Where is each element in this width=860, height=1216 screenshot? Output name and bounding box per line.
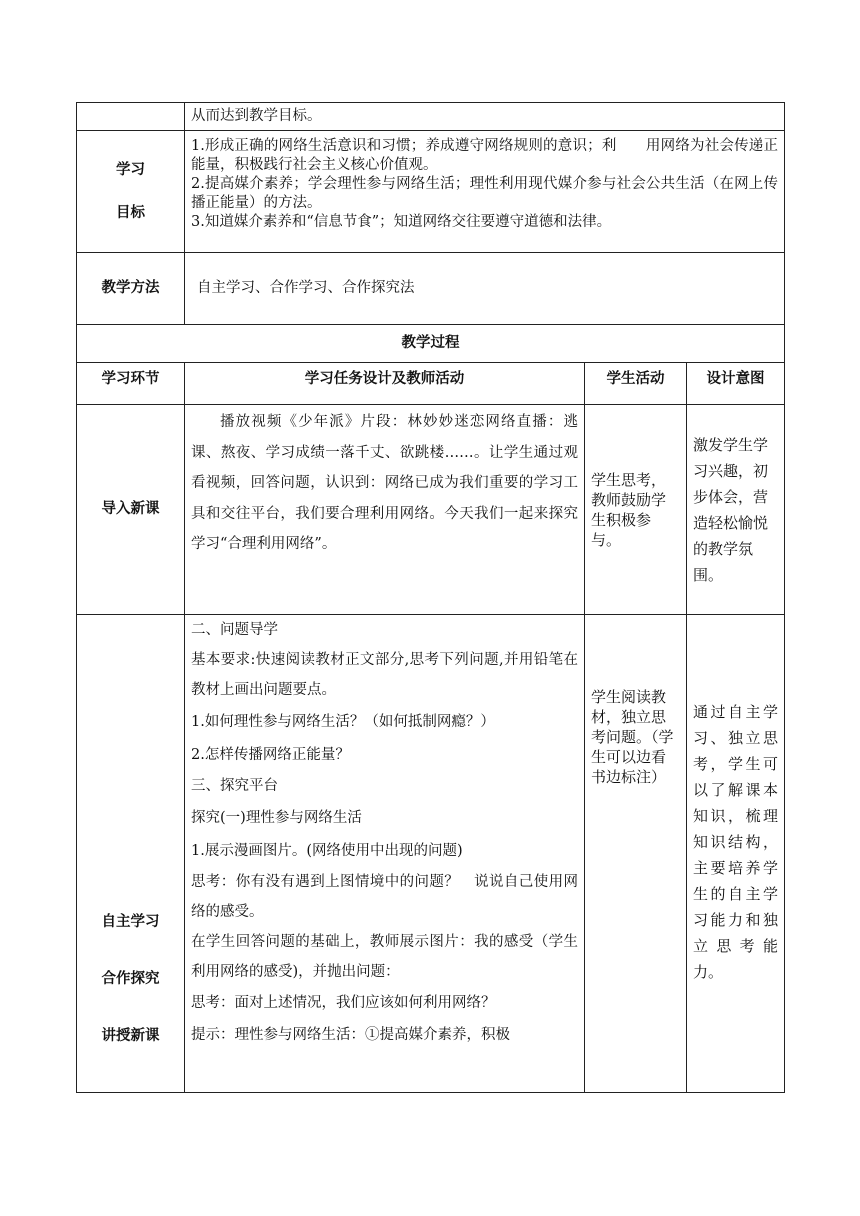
method-text: 自主学习、合作学习、合作探究法 <box>185 253 785 325</box>
stage-cell: 自主学习 合作探究 讲授新课 <box>77 615 185 1093</box>
lesson-plan-table <box>76 102 785 1093</box>
lesson-plan-sheet <box>76 102 784 1093</box>
column-header-stage: 学习环节 <box>77 363 185 405</box>
goals-label: 学习 目标 <box>77 131 185 253</box>
stage-cell: 导入新课 <box>77 405 185 615</box>
task-cell: 二、问题导学 基本要求:快速阅读教材正文部分,思考下列问题,并用铅笔在教材上画出问题要点。 1.如何理性参与网络生活？（如何抵制网瘾？） 2.怎样传播网络正能量？ 三、探究平台 探究(一)理性参与网络生活 1.展示漫画图片。(网络使用中出现的问题) 思考：你有没有遇到上图情境中的问题？ 说说自己使用网络的感受。 在学生回答问题的基础上，教师展示图片：我的感受（学生利用网络的感受)，并抛出问题： 思考：面对上述情况，我们应该如何利用网络？ 提示：理性参与网络生活：①提高媒介素养，积极 <box>185 615 585 1093</box>
method-row <box>77 253 785 325</box>
column-header-task: 学习任务设计及教师活动 <box>185 363 585 405</box>
goals-content <box>185 131 785 253</box>
table-row <box>77 615 785 1093</box>
goal-item: 1.形成正确的网络生活意识和习惯；养成遵守网络规则的意识；利 用网络为社会传递正能量，积极践行社会主义核心价值观。 <box>191 138 779 173</box>
student-activity-cell: 学生阅读教材，独立思考问题。（学生可以边看书边标注） <box>585 615 687 1093</box>
column-header-row <box>77 363 785 405</box>
continuation-row <box>77 103 785 131</box>
table-row <box>77 405 785 615</box>
task-cell: 播放视频《少年派》片段：林妙妙迷恋网络直播：逃课、熬夜、学习成绩一落千丈、欲跳楼……。让学生通过观看视频，回答问题，认识到：网络已成为我们重要的学习工具和交往平台，我们要合理利用网络。今天我们一起来探究学习“合理利用网络”。 <box>185 405 585 615</box>
column-header-student: 学生活动 <box>585 363 687 405</box>
design-intent-cell: 激发学生学习兴趣，初步体会，营造轻松愉悦的教学氛围。 <box>687 405 785 615</box>
student-activity-cell: 学生思考，教师鼓励学生积极参与。 <box>585 405 687 615</box>
column-header-intent: 设计意图 <box>687 363 785 405</box>
design-intent-cell: 通过自主学习、独立思考，学生可以了解课本知识，梳理知识结构，主要培养学生的自主学习能力和独立思考能力。 <box>687 615 785 1093</box>
method-label: 教学方法 <box>77 253 185 325</box>
continuation-text: 从而达到教学目标。 <box>185 103 785 131</box>
goal-item: 3.知道媒介素养和“信息节食”；知道网络交往要遵守道德和法律。 <box>191 214 612 230</box>
process-title-row <box>77 325 785 363</box>
process-title: 教学过程 <box>77 325 785 363</box>
goals-row <box>77 131 785 253</box>
goal-item: 2.提高媒介素养；学会理性参与网络生活；理性利用现代媒介参与社会公共生活（在网上传播正能量）的方法。 <box>191 176 779 211</box>
